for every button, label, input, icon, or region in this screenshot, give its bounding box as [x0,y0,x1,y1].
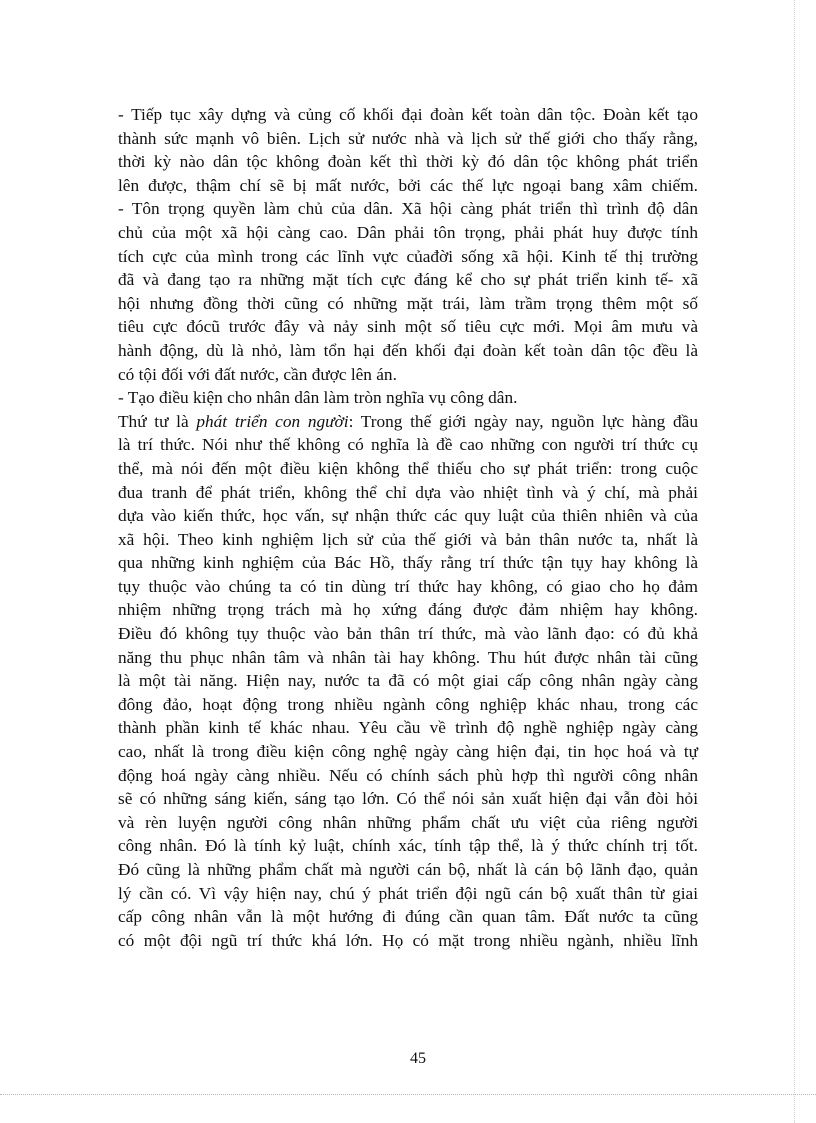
body-line: công nhân. Đó là tính kỷ luật, chính xác, tính tập thể, là ý thức chính trị tốt. [118,836,698,856]
document-body [118,103,698,952]
body-line: tụy thuộc vào chúng ta có tin dùng trí thức hay không, có giao cho họ đảm [118,576,698,596]
para4-lead: Thứ tư là [118,411,197,431]
body-line: chủ của một xã hội càng cao. Dân phải tôn trọng, phải phát huy được tính [118,222,698,242]
body-line: - Tạo điều kiện cho nhân dân làm tròn nghĩa vụ công dân. [118,388,518,408]
body-line: cao, nhất là trong điều kiện công nghệ ngày càng hiện đại, tin học hoá và tự [118,742,698,762]
body-line: dựa vào kiến thức, học vấn, sự nhận thức các quy luật của thiên nhiên và của [118,506,698,526]
body-line: - Tiếp tục xây dựng và củng cố khối đại đoàn kết toàn dân tộc. Đoàn kết tạo [118,105,698,124]
body-line: Đó cũng là những phẩm chất mà người cán bộ, nhất là cán bộ lãnh đạo, quản [118,860,698,879]
body-line: có tội đối với đất nước, cần được lên án. [118,364,397,384]
body-line: lý cần có. Vì vậy hiện nay, chú ý phát triển đội ngũ cán bộ xuất thân từ giai [118,883,698,903]
body-line: Điều đó không tụy thuộc vào bản thân trí thức, mà vào lãnh đạo: có đủ khả [118,624,698,644]
body-line: hội nhưng đồng thời cũng có những mặt trái, làm trầm trọng thêm một số [118,293,698,313]
para4-rest: : Trong thế giới ngày nay, nguồn lực hàng đầu [348,411,698,431]
page-number: 45 [410,1050,426,1067]
body-line: tích cực của mình trong các lĩnh vực củađời sống xã hội. Kinh tế thị trường [118,246,698,266]
body-line: - Tôn trọng quyền làm chủ của dân. Xã hội càng phát triển thì trình độ dân [118,199,698,219]
body-line: thời kỳ nào dân tộc không đoàn kết thì thời kỳ đó dân tộc không phát triển [118,152,698,172]
body-line: thành sức mạnh vô biên. Lịch sử nước nhà và lịch sử thế giới cho thấy rằng, [118,128,698,148]
body-line: thành phần kinh tế khác nhau. Yêu cầu về trình độ nghề nghiệp ngày càng [118,718,698,738]
body-line: hành động, dù là nhỏ, làm tổn hại đến khối đại đoàn kết toàn dân tộc đều là [118,340,698,360]
body-line: năng thu phục nhân tâm và nhân tài hay không. Thu hút được nhân tài cũng [118,647,698,667]
body-line: nhiệm những trọng trách mà họ xứng đáng được đảm nhiệm hay không. [118,600,698,620]
body-line: lên được, thậm chí sẽ bị mất nước, bởi các thế lực ngoại bang xâm chiếm. [118,175,698,195]
body-line: và rèn luyện người công nhân những phẩm chất ưu việt của riêng người [118,812,698,832]
body-line: là một tài năng. Hiện nay, nước ta đã có một giai cấp công nhân ngày càng [118,671,698,691]
body-line: đã và đang tạo ra những mặt tích cực đáng kể cho sự phát triển kinh tế- xã [118,270,698,290]
page-bottom-border [0,1094,816,1115]
body-line: qua những kinh nghiệm của Bác Hồ, thấy rằng trí thức tận tụy hay không là [118,553,698,573]
para4-italic-term: phát triển con người [196,411,349,431]
body-line: đông đảo, hoạt động trong nhiều ngành công nghiệp khác nhau, trong các [118,694,698,714]
page-right-border [794,0,815,1123]
body-line: động hoá ngày càng nhiều. Nếu có chính sách phù hợp thì người công nhân [118,765,698,785]
body-line: xã hội. Theo kinh nghiệm lịch sử của thế giới và bản thân nước ta, nhất là [118,529,698,549]
body-line: sẽ có những sáng kiến, sáng tạo lớn. Có thể nói sản xuất hiện đại vẫn đòi hỏi [118,789,698,809]
body-line: thể, mà nói đến một điều kiện không thể thiếu cho sự phát triển: trong cuộc [118,458,698,478]
body-line: có một đội ngũ trí thức khá lớn. Họ có mặt trong nhiều ngành, nhiều lĩnh [118,930,698,950]
body-line: cấp công nhân vẫn là một hướng đi đúng cần quan tâm. Đất nước ta cũng [118,907,698,927]
paragraph-4-first-line [118,410,698,434]
body-line: là trí thức. Nói như thế không có nghĩa là đề cao những con người trí thức cụ [118,435,698,455]
body-line: tiêu cực đócũ trước đây và nảy sinh một số tiêu cực mới. Mọi âm mưu và [118,317,698,337]
body-line: đua tranh để phát triển, không thể chỉ dựa vào nhiệt tình và ý chí, mà phải [118,482,698,502]
